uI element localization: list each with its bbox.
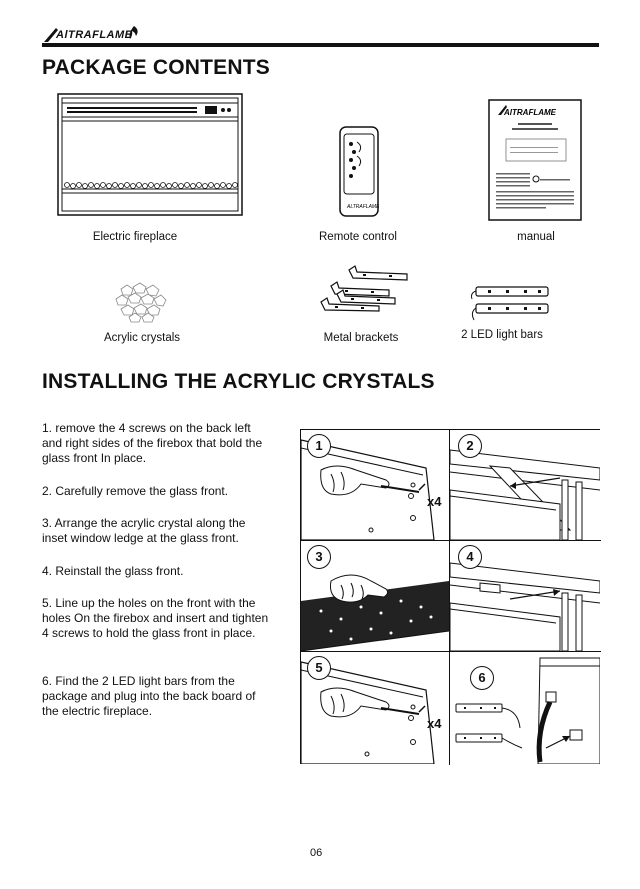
- panel-1-number: 1: [307, 434, 331, 458]
- caption-remote: Remote control: [319, 231, 397, 243]
- package-contents-title: PACKAGE CONTENTS: [42, 56, 270, 79]
- led-bars-illustration: [468, 284, 552, 322]
- caption-brackets: Metal brackets: [323, 332, 399, 344]
- panel-2-number: 2: [458, 434, 482, 458]
- step-2: 2. Carefully remove the glass front.: [42, 484, 229, 498]
- brackets-illustration: [319, 264, 411, 312]
- step-4: 4. Reinstall the glass front.: [42, 564, 184, 578]
- panel-3-number: 3: [307, 545, 331, 569]
- step-6: 6. Find the 2 LED light bars from the package and plug into the back board of the electric fireplace.: [42, 674, 256, 718]
- page-number: 06: [310, 847, 323, 859]
- crystals-illustration: [113, 281, 169, 323]
- caption-manual: manual: [517, 231, 555, 243]
- remote-illustration: [339, 126, 379, 218]
- panel-5-number: 5: [307, 656, 331, 680]
- panel-6-number: 6: [470, 666, 494, 690]
- panel-3: [301, 541, 449, 651]
- caption-crystals: Acrylic crystals: [103, 332, 181, 344]
- panel-4: [450, 541, 600, 651]
- svg-text:ALTRAFLAME: ALTRAFLAME: [347, 204, 379, 210]
- fireplace-illustration: [57, 93, 243, 217]
- logo-text: AlTRAFLAME: [56, 29, 133, 41]
- header-rule: [42, 43, 599, 47]
- manual-logo-text: AlTRAFLAME: [504, 108, 556, 117]
- install-figure: [300, 429, 600, 764]
- panel-5: [301, 652, 449, 764]
- manual-illustration: [488, 99, 582, 221]
- panel-4-number: 4: [458, 545, 482, 569]
- step-5: 5. Line up the holes on the front with the holes On the firebox and insert and tighten 4 screws to hold the glass front in place.: [42, 596, 269, 640]
- panel-6: [450, 652, 600, 764]
- panel-2: [450, 430, 600, 540]
- panel-5-note: x4: [427, 716, 442, 731]
- step-1: 1. remove the 4 screws on the back left and right sides of the firebox that bold the glass front In place.: [42, 421, 263, 465]
- step-3: 3. Arrange the acrylic crystal along the inset window ledge at the glass front.: [42, 516, 246, 545]
- caption-led-bars: 2 LED light bars: [461, 329, 543, 341]
- panel-1-note: x4: [427, 494, 442, 509]
- panel-1: [301, 430, 449, 540]
- brand-logo: [42, 24, 152, 44]
- install-title: INSTALLING THE ACRYLIC CRYSTALS: [42, 370, 435, 393]
- caption-fireplace: Electric fireplace: [92, 231, 178, 243]
